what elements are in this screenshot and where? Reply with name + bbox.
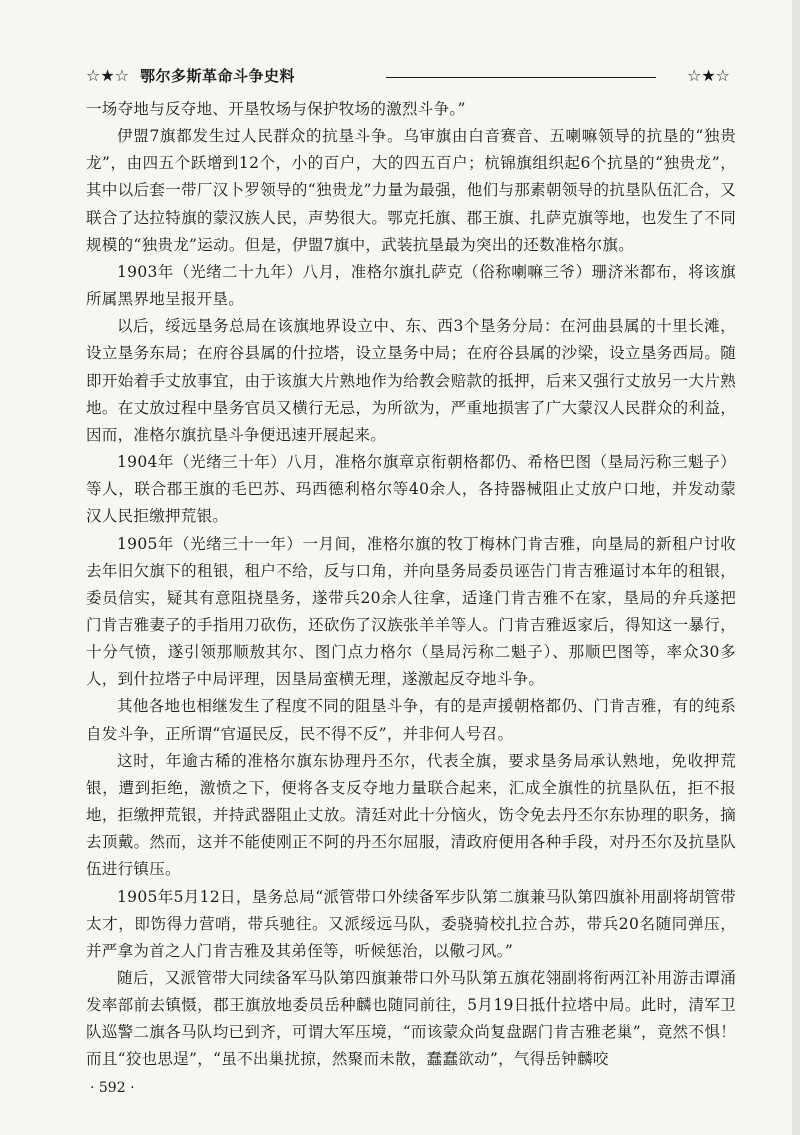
paragraph: 1905年5月12日，垦务总局“派管带口外续备军步队第二旗兼马队第四旗补用副将胡管带太才，即饬得力营哨，带兵驰往。又派绥远马队，委骁骑校扎拉合苏，带兵20名随同弹压，并严拿为首之人门肯吉雅及其弟侄等，听候惩治，以儆刁风。” [86, 887, 736, 960]
paragraph: 1905年（光绪三十一年）一月间，准格尔旗的牧丁梅林门肯吉雅，向垦局的新租户讨收去年旧欠旗下的租银，租户不给，反与口角，并向垦务局委员诬告门肯吉雅逼讨本年的租银，委员信实，疑其有意阻挠垦务，遂带兵20余人往拿，适逢门肯吉雅不在家，垦局的弁兵遂把门肯吉雅妻子的手指用刀砍伤，还砍伤了汉族张羊羊等人。门肯吉雅返家后，得知这一暴行，十分气愤，遂引领那顺敖其尔、图门点力格尔（垦局污称二魁子）、那顺巴图等，率众30多人，到什拉塔子中局评理，因垦局蛮横无理，遂激起反夺地斗争。 [86, 534, 736, 689]
paragraph: 这时，年逾古稀的准格尔旗东协理丹丕尔，代表全旗，要求垦务局承认熟地，免收押荒银，遭到拒绝，激愤之下，便将各支反夺地力量联合起来，汇成全旗性的抗垦队伍，拒不报地，拒缴押荒银，并持武器阻止丈放。清廷对此十分恼火，饬令免去丹丕尔东协理的职务，摘去顶戴。然而，这并不能使刚正不阿的丹丕尔屈服，清政府便用各种手段，对丹丕尔及抗垦队伍进行镇压。 [86, 751, 736, 879]
page-number: · 592 · [90, 1080, 135, 1096]
body-text [86, 96, 736, 1074]
header-stars-left: ☆★☆ [86, 66, 130, 85]
paragraph: 其他各地也相继发生了程度不同的阻垦斗争，有的是声援朝格都仍、门肯吉雅，有的纯系自发斗争，正所谓“官逼民反，民不得不反”，并非何人号召。 [86, 697, 736, 743]
paragraph: 随后，又派管带大同续备军马队第四旗兼带口外马队第五旗花翎副将衔两江补用游击谭涌发率部前去镇慑，郡王旗放地委员岳种麟也随同前往，5月19日抵什拉塔中局。此时，清军卫队巡警二旗各马队均已到齐，可谓大军压境，“而该蒙众尚复盘踞门肯吉雅老巢”，竟然不惧！而且“狡也思逞”，“虽不出巢扰掠，然聚而未散，蠢蠢欲动”，气得岳钟麟咬 [86, 969, 736, 1069]
page-edge [792, 0, 800, 1135]
running-header [86, 64, 730, 88]
running-title: 鄂尔多斯革命斗争史料 [140, 67, 296, 85]
paragraph: 1904年（光绪三十年）八月，准格尔旗章京衔朝格都仍、希格巴图（垦局污称三魁子）等人，联合郡王旗的毛巴苏、玛西德利格尔等40余人，各持器械阻止丈放户口地，并发动蒙汉人民拒缴押荒银。 [86, 453, 736, 526]
paragraph: 1903年（光绪二十九年）八月，准格尔旗扎萨克（俗称喇嘛三爷）珊济米都布，将该旗所属黑界地呈报开垦。 [86, 262, 736, 309]
header-stars-right: ☆★☆ [686, 66, 730, 85]
paragraph: 一场夺地与反夺地、开垦牧场与保护牧场的激烈斗争。” [86, 100, 466, 118]
paragraph: 以后，绥远垦务总局在该旗地界设立中、东、西3个垦务分局：在河曲县属的十里长滩，设立垦务东局；在府谷县属的什拉塔，设立垦务中局；在府谷县属的沙梁，设立垦务西局。随即开始着手丈放事宜，由于该旗大片熟地作为给教会赔款的抵押，后来又强行丈放另一大片熟地。在丈放过程中垦务官员又横行无忌，为所欲为，严重地损害了广大蒙汉人民群众的利益，因而，准格尔旗抗垦斗争便迅速开展起来。 [86, 317, 736, 444]
paragraph: 伊盟7旗都发生过人民群众的抗垦斗争。乌审旗由白音赛音、五喇嘛领导的抗垦的“独贵龙”，由四五个跃增到12个，小的百户，大的四五百户；杭锦旗组织起6个抗垦的“独贵龙”，其中以后套一带厂汉卜罗领导的“独贵龙”力量为最强，他们与那素朝领导的抗垦队伍汇合，又联合了达拉特旗的蒙汉族人民，声势很大。鄂克托旗、郡王旗、扎萨克旗等地，也发生了不同规模的“独贵龙”运动。但是，伊盟7旗中，武装抗垦最为突出的还数准格尔旗。 [86, 127, 736, 254]
header-rule [386, 77, 656, 78]
